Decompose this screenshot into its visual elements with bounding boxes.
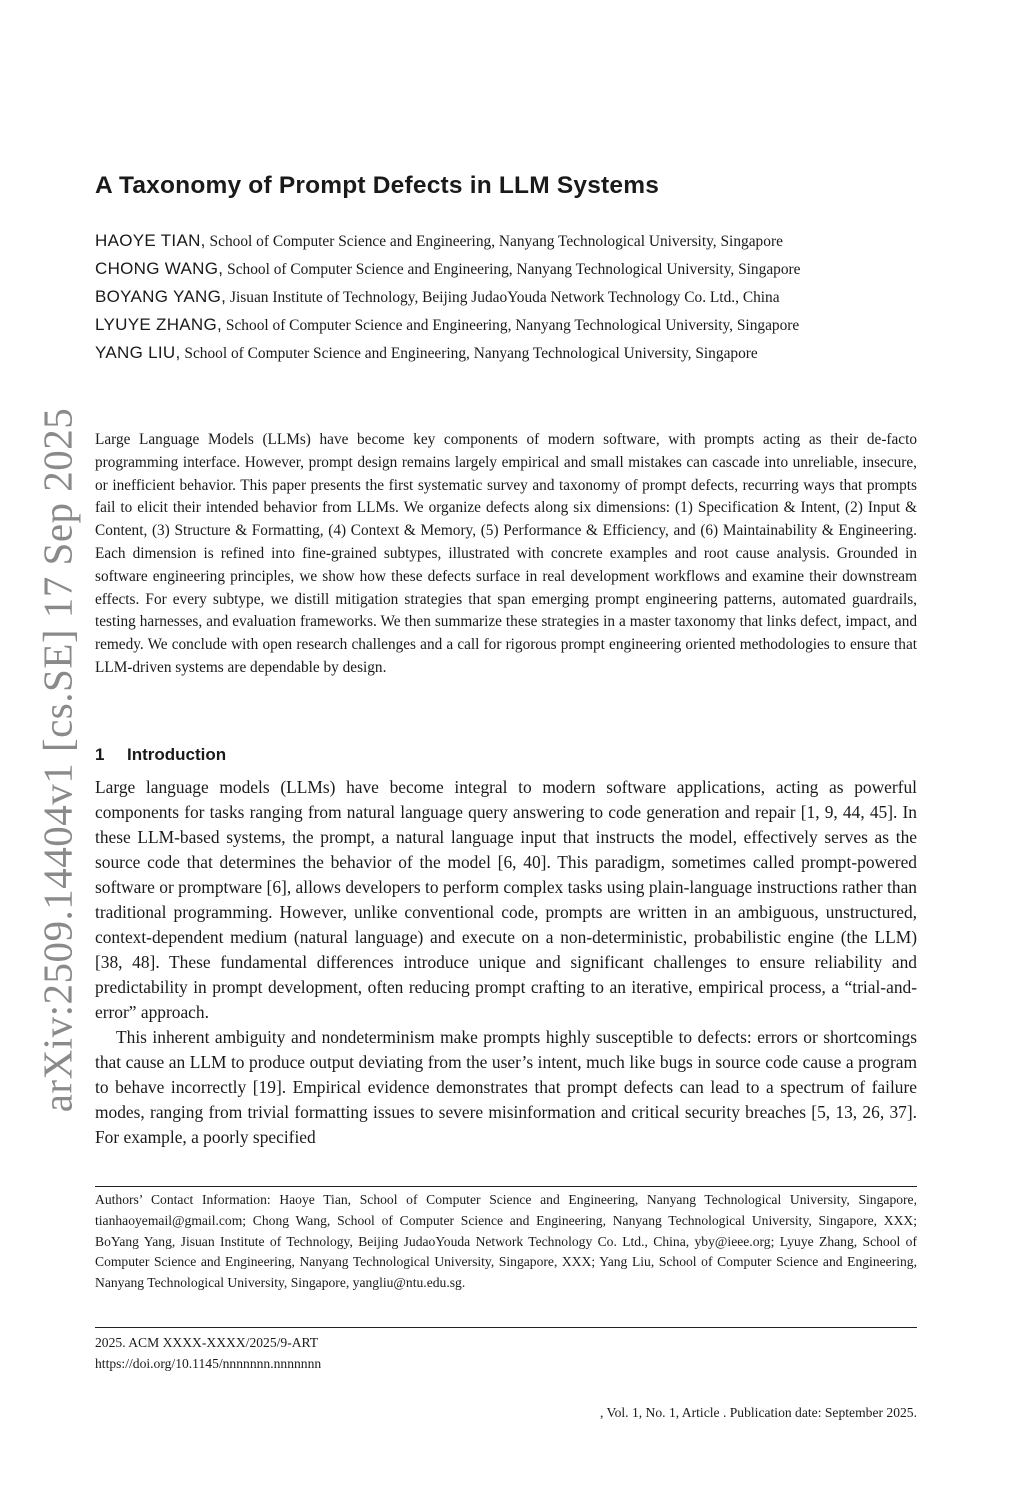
doi-link[interactable]: https://doi.org/10.1145/nnnnnnn.nnnnnnn — [95, 1355, 322, 1371]
arxiv-watermark — [12, 400, 102, 1120]
author-affiliation: School of Computer Science and Engineering, Nanyang Technological University, Singapore — [209, 233, 783, 250]
author-affiliation: School of Computer Science and Engineering, Nanyang Technological University, Singapore — [225, 317, 800, 334]
author-name: YANG LIU, — [95, 343, 181, 362]
abstract: Large Language Models (LLMs) have become key components of modern software, with prompts acting as their de-facto programming interface. However, prompt design remains largely empirical and small mistakes can cascade into unreliable, insecure, or inefficient behavior. This paper presents the first systematic survey and taxonomy of prompt defects, recurring ways that prompts fail to elicit their intended behavior from LLMs. We organize defects along six dimensions: (1) Specification & Intent, (2) Input & Content, (3) Structure & Formatting, (4) Context & Memory, (5) Performance & Efficiency, and (6) Maintainability & Engineering. Each dimension is refined into fine-grained subtypes, illustrated with concrete examples and root cause analysis. Grounded in software engineering principles, we show how these defects surface in real development workflows and examine their downstream effects. For every subtype, we distill mitigation strategies that span emerging prompt engineering patterns, automated guardrails, testing harnesses, and evaluation frameworks. We then summarize these strategies in a master taxonomy that links defect, impact, and remedy. We conclude with open research challenges and a call for rigorous prompt engineering oriented methodologies to ensure that LLM-driven systems are dependable by design. — [95, 431, 917, 676]
author-entry — [95, 311, 917, 339]
section-heading — [95, 745, 917, 765]
author-entry — [95, 227, 917, 255]
author-affiliation: Jisuan Institute of Technology, Beijing JudaoYouda Network Technology Co. Ltd., China — [230, 289, 780, 306]
section-number: 1 — [95, 745, 105, 764]
author-list — [95, 227, 917, 367]
author-entry — [95, 339, 917, 367]
footnote-rule — [95, 1186, 917, 1187]
section-title: Introduction — [127, 745, 227, 764]
author-affiliation: School of Computer Science and Engineering, Nanyang Technological University, Singapore — [227, 261, 801, 278]
body-text — [95, 775, 917, 1150]
author-name: BOYANG YANG, — [95, 287, 227, 306]
author-name: HAOYE TIAN, — [95, 231, 206, 250]
arxiv-id: arXiv:2509.14404v1 [cs.SE] 17 Sep 2025 — [34, 407, 80, 1113]
author-entry — [95, 255, 917, 283]
pubinfo-rule — [95, 1327, 917, 1328]
acm-reference: 2025. ACM XXXX-XXXX/2025/9-ART — [95, 1335, 319, 1350]
author-contact-footnote: Authors’ Contact Information: Haoye Tian, School of Computer Science and Engineering, Nanyang Technological University, Singapore, tianhaoyemail@gmail.com; Chong Wang, School of Computer Science and Engineering, Nanyang Technological University, Singapore, XXX; BoYang Yang, Jisuan Institute of Technology, Beijing JudaoYouda Network Technology Co. Ltd., China, yby@ieee.org; Lyuye Zhang, School of Computer Science and Engineering, Nanyang Technological University, Singapore, XXX; Yang Liu, School of Computer Science and Engineering, Nanyang Technological University, Singapore, yangliu@ntu.edu.sg. — [95, 1192, 917, 1291]
paragraph: Large language models (LLMs) have become integral to modern software applications, acting as powerful components for tasks ranging from natural language query answering to code generation and repair [1, 9, 44, 45]. In these LLM-based systems, the prompt, a natural language input that instructs the model, effectively serves as the source code that determines the behavior of the model [6, 40]. This paradigm, sometimes called prompt-powered software or promptware [6], allows developers to perform complex tasks using plain-language instructions rather than traditional programming. However, unlike conventional code, prompts are written in an ambiguous, unstructured, context-dependent medium (natural language) and execute on a non-deterministic, probabilistic engine (the LLM) [38, 48]. These fundamental differences introduce unique and significant challenges to ensure reliability and predictability in prompt development, often reducing prompt crafting to an iterative, empirical process, a “trial-and-error” approach. — [95, 777, 917, 1022]
publication-info — [95, 1333, 917, 1375]
running-footer: , Vol. 1, No. 1, Article . Publication date: September 2025. — [599, 1405, 917, 1420]
author-name: LYUYE ZHANG, — [95, 315, 223, 334]
paper-title: A Taxonomy of Prompt Defects in LLM Systems — [95, 172, 660, 199]
author-affiliation: School of Computer Science and Engineering, Nanyang Technological University, Singapore — [184, 345, 758, 362]
author-entry — [95, 283, 917, 311]
author-name: CHONG WANG, — [95, 259, 224, 278]
paragraph: This inherent ambiguity and nondeterminism make prompts highly susceptible to defects: errors or shortcomings that cause an LLM to produce output deviating from the user’s intent, much like bugs in source code cause a program to behave incorrectly [19]. Empirical evidence demonstrates that prompt defects can lead to a spectrum of failure modes, ranging from trivial formatting issues to severe misinformation and critical security breaches [5, 13, 26, 37]. For example, a poorly specified — [95, 1027, 917, 1147]
